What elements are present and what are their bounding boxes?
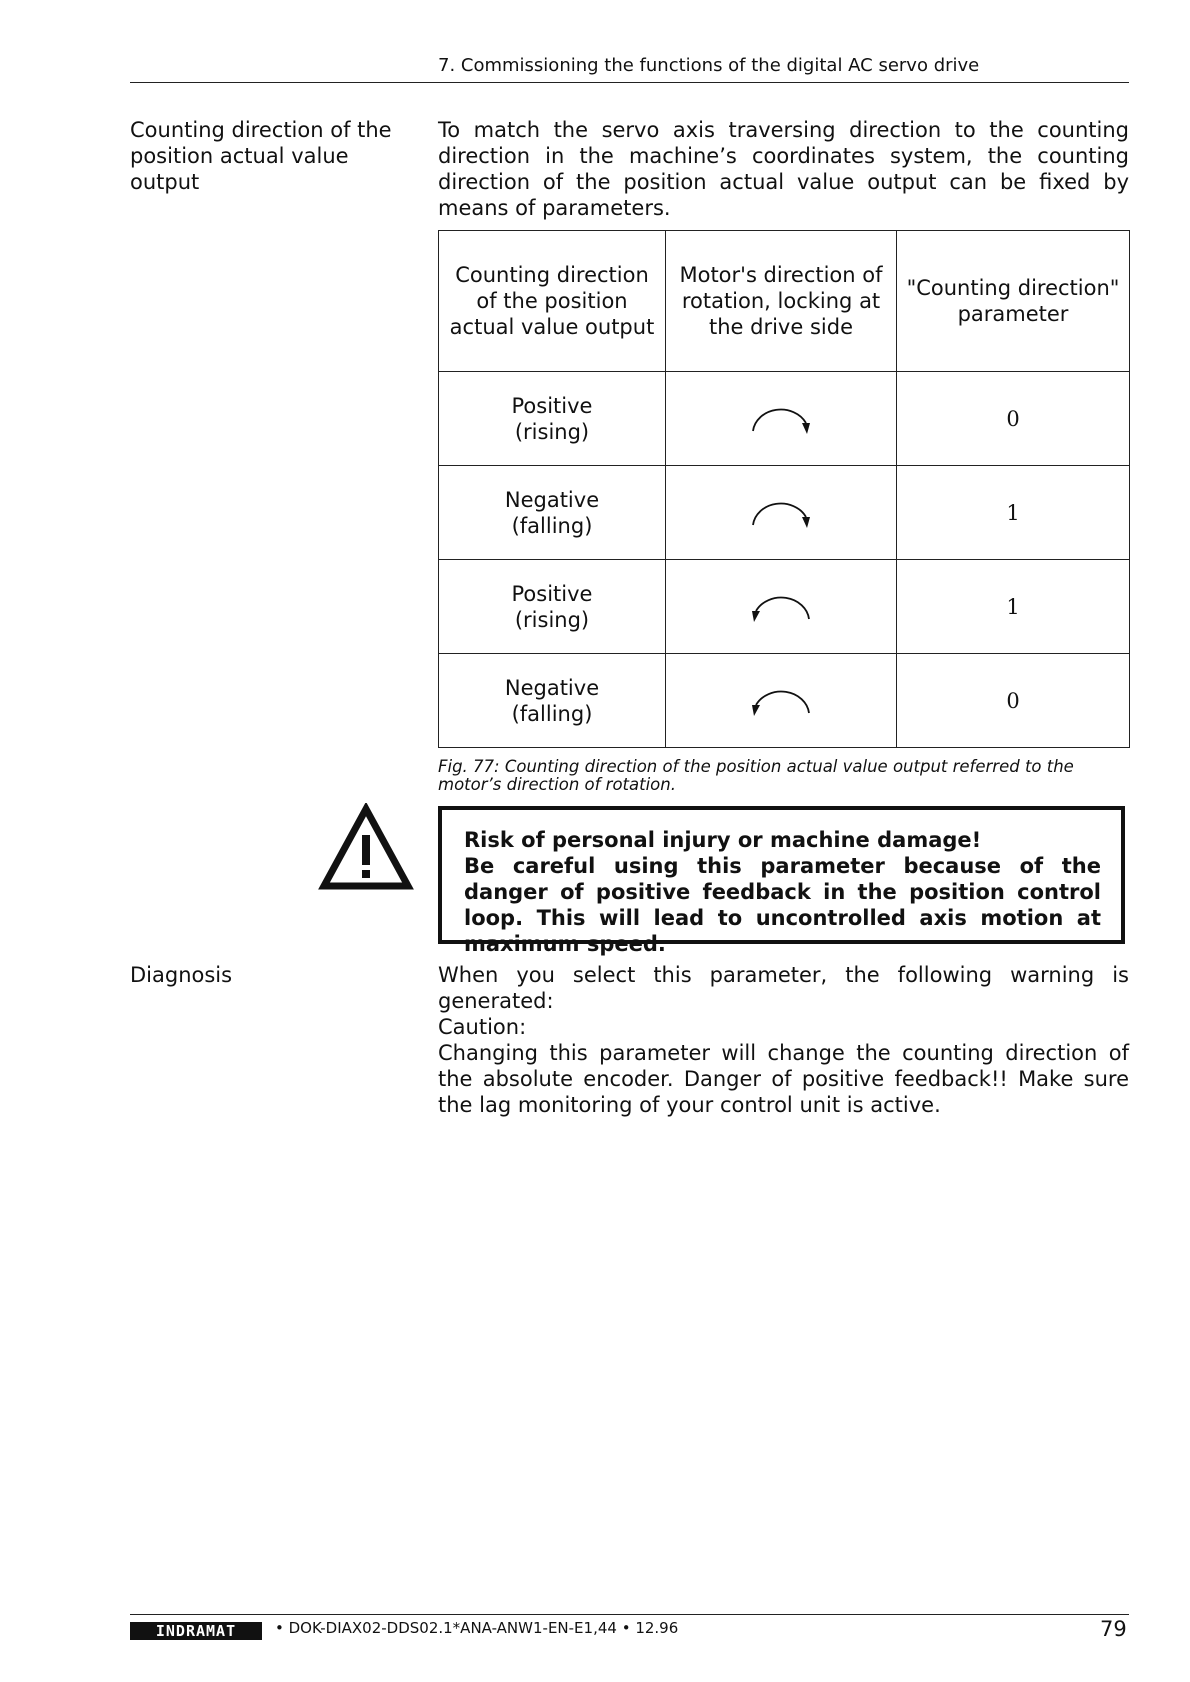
indramat-logo [130, 1621, 262, 1641]
table-row [439, 372, 1130, 466]
param-value-cell: 0 [897, 654, 1130, 748]
clockwise-arrow-icon [741, 485, 821, 535]
direction-cell: Positive (rising) [439, 372, 666, 466]
rotation-cell [666, 654, 897, 748]
side-label-counting: Counting direction of the position actual value output [130, 118, 392, 194]
diagnosis-intro: When you select this parameter, the following warning is generated: [438, 963, 1129, 1013]
direction-cell: Negative (falling) [439, 654, 666, 748]
svg-text:INDRAMAT: INDRAMAT [155, 1622, 237, 1640]
counterclockwise-arrow-icon [741, 579, 821, 629]
counting-direction-table [438, 230, 1130, 748]
rotation-cell [666, 372, 897, 466]
footer-doc-id: • DOK-DIAX02-DDS02.1*ANA-ANW1-EN-E1,44 • 12.96 [275, 1619, 679, 1637]
warning-title: Risk of personal injury or machine damage! [464, 828, 982, 852]
footer-rule [130, 1614, 1129, 1615]
intro-paragraph: To match the servo axis traversing direction to the counting direction in the machine’s coordinates system, the counting direction of the position actual value output can be fixed by means of parameters. [438, 118, 1129, 220]
header-rule [130, 82, 1129, 83]
page-number: 79 [1100, 1617, 1127, 1641]
param-value-cell: 1 [897, 466, 1130, 560]
direction-cell: Negative (falling) [439, 466, 666, 560]
table-header-row [439, 231, 1130, 372]
side-label-diagnosis: Diagnosis [130, 963, 233, 987]
param-value-cell: 1 [897, 560, 1130, 654]
warning-text: Be careful using this parameter because of the danger of positive feedback in the position control loop. This will lead to uncontrolled axis motion at maximum speed. [464, 854, 1101, 956]
caution-text: Changing this parameter will change the counting direction of the absolute encoder. Danger of positive feedback!! Make sure the lag monitoring of your control unit is active. [438, 1041, 1129, 1117]
param-value-cell: 0 [897, 372, 1130, 466]
rotation-cell [666, 560, 897, 654]
counterclockwise-arrow-icon [741, 673, 821, 723]
direction-cell: Positive (rising) [439, 560, 666, 654]
clockwise-arrow-icon [741, 391, 821, 441]
table-header-cell: Counting direction of the position actual value output [439, 231, 666, 372]
table-row [439, 654, 1130, 748]
table-header-cell: Motor's direction of rotation, locking at the drive side [666, 231, 897, 372]
warning-triangle-icon [318, 803, 414, 891]
rotation-cell [666, 466, 897, 560]
figure-caption: Fig. 77: Counting direction of the position actual value output referred to the motor’s direction of rotation. [438, 757, 1074, 794]
caution-label: Caution: [438, 1015, 527, 1039]
table-row [439, 560, 1130, 654]
warning-box [438, 806, 1125, 956]
table-header-cell: "Counting direction" parameter [897, 231, 1130, 372]
chapter-header: 7. Commissioning the functions of the digital AC servo drive [438, 55, 980, 76]
table-row [439, 466, 1130, 560]
